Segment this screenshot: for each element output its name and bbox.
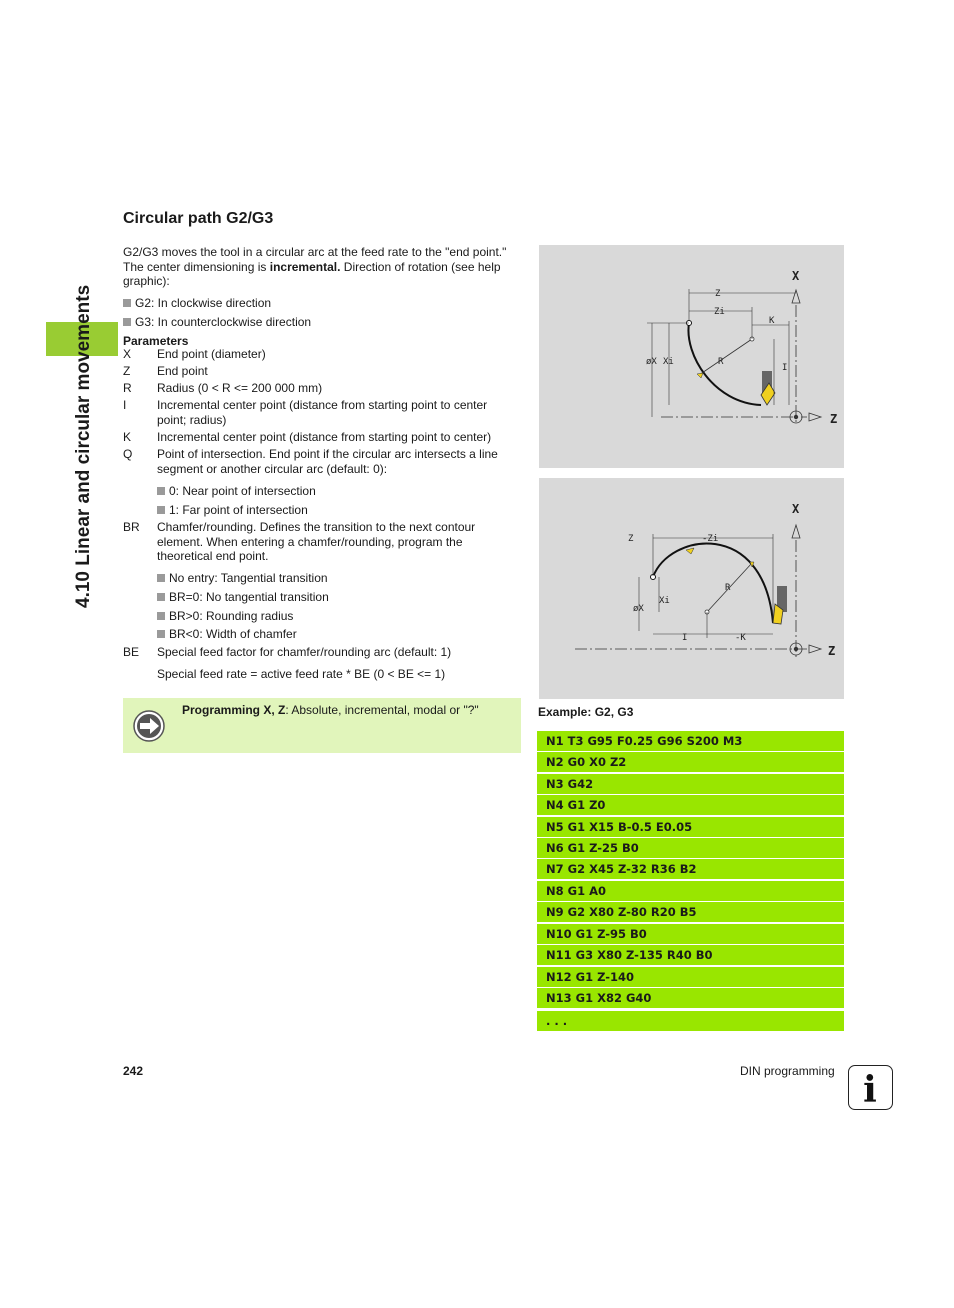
section-heading: Circular path G2/G3: [123, 210, 274, 227]
fig2-x-axis-label: X: [792, 502, 800, 516]
code-line: N10 G1 Z-95 B0: [537, 924, 844, 944]
chapter-title: 4.10 Linear and circular movements: [73, 284, 94, 608]
code-line: N3 G42: [537, 774, 844, 794]
bullet-square-icon: [157, 630, 165, 638]
page-number: 242: [123, 1064, 144, 1078]
q-option-near: 0: Near point of intersection: [157, 484, 316, 498]
fig1-label-dia-x: øX: [646, 357, 657, 367]
arrow-right-icon: [133, 710, 165, 742]
br-option-zero: BR=0: No tangential transition: [157, 590, 329, 604]
bullet-g3: G3: In counterclockwise direction: [123, 315, 311, 329]
fig2-label-neg-k: -K: [735, 633, 746, 643]
fig1-label-r: R: [718, 357, 724, 367]
fig2-z-axis-label: Z: [828, 644, 836, 658]
fig2-label-z: Z: [628, 534, 634, 544]
bullet-square-icon: [123, 318, 131, 326]
footer-section-name: DIN programming: [740, 1064, 835, 1078]
note-text: Programming X, Z: Absolute, incremental, modal or "?": [182, 703, 479, 717]
code-line: N7 G2 X45 Z-32 R36 B2: [537, 859, 844, 879]
bullet-square-icon: [157, 506, 165, 514]
code-line: . . .: [537, 1011, 844, 1031]
fig2-label-neg-zi: -Zi: [702, 534, 719, 544]
br-option-negative: BR<0: Width of chamfer: [157, 627, 297, 641]
bullet-square-icon: [157, 574, 165, 582]
bullet-square-icon: [157, 487, 165, 495]
code-line: N2 G0 X0 Z2: [537, 752, 844, 772]
info-icon: [848, 1065, 893, 1110]
q-option-far: 1: Far point of intersection: [157, 503, 308, 517]
fig2-label-dia-x: øX: [633, 604, 644, 614]
example-title: Example: G2, G3: [538, 705, 634, 719]
code-line: N12 G1 Z-140: [537, 967, 844, 987]
code-line: N6 G1 Z-25 B0: [537, 838, 844, 858]
fig1-label-z: Z: [715, 289, 721, 299]
code-line: N5 G1 X15 B-0.5 E0.05: [537, 817, 844, 837]
fig1-label-zi: Zi: [714, 307, 725, 317]
fig1-x-axis-label: X: [792, 269, 800, 283]
help-graphic-g2: [539, 245, 844, 468]
svg-text:i: i: [863, 1069, 877, 1108]
code-line: N1 T3 G95 F0.25 G96 S200 M3: [537, 731, 844, 751]
code-line: N9 G2 X80 Z-80 R20 B5: [537, 902, 844, 922]
fig1-label-k: K: [769, 316, 775, 326]
fig1-label-xi: Xi: [663, 357, 674, 367]
fig2-label-i: I: [682, 633, 688, 643]
help-graphic-g3: [539, 478, 844, 699]
bullet-square-icon: [157, 612, 165, 620]
fig2-label-xi: Xi: [659, 596, 670, 606]
code-line: N8 G1 A0: [537, 881, 844, 901]
fig2-label-r: R: [725, 583, 731, 593]
bullet-square-icon: [123, 299, 131, 307]
code-line: N13 G1 X82 G40: [537, 988, 844, 1008]
code-line: N4 G1 Z0: [537, 795, 844, 815]
code-line: N11 G3 X80 Z-135 R40 B0: [537, 945, 844, 965]
programming-note: [123, 698, 521, 753]
info-glyph-icon: [849, 1066, 891, 1108]
bullet-g2: G2: In clockwise direction: [123, 296, 271, 310]
fig1-z-axis-label: Z: [830, 412, 838, 426]
bullet-square-icon: [157, 593, 165, 601]
fig1-label-i: I: [782, 363, 788, 373]
br-option-none: No entry: Tangential transition: [157, 571, 328, 585]
parameters-heading: Parameters: [123, 334, 189, 348]
br-option-positive: BR>0: Rounding radius: [157, 609, 293, 623]
intro-paragraph: G2/G3 moves the tool in a circular arc at the feed rate to the "end point." The center dimensioning is incremental. Direction of rotation (see help graphic):: [123, 245, 507, 288]
